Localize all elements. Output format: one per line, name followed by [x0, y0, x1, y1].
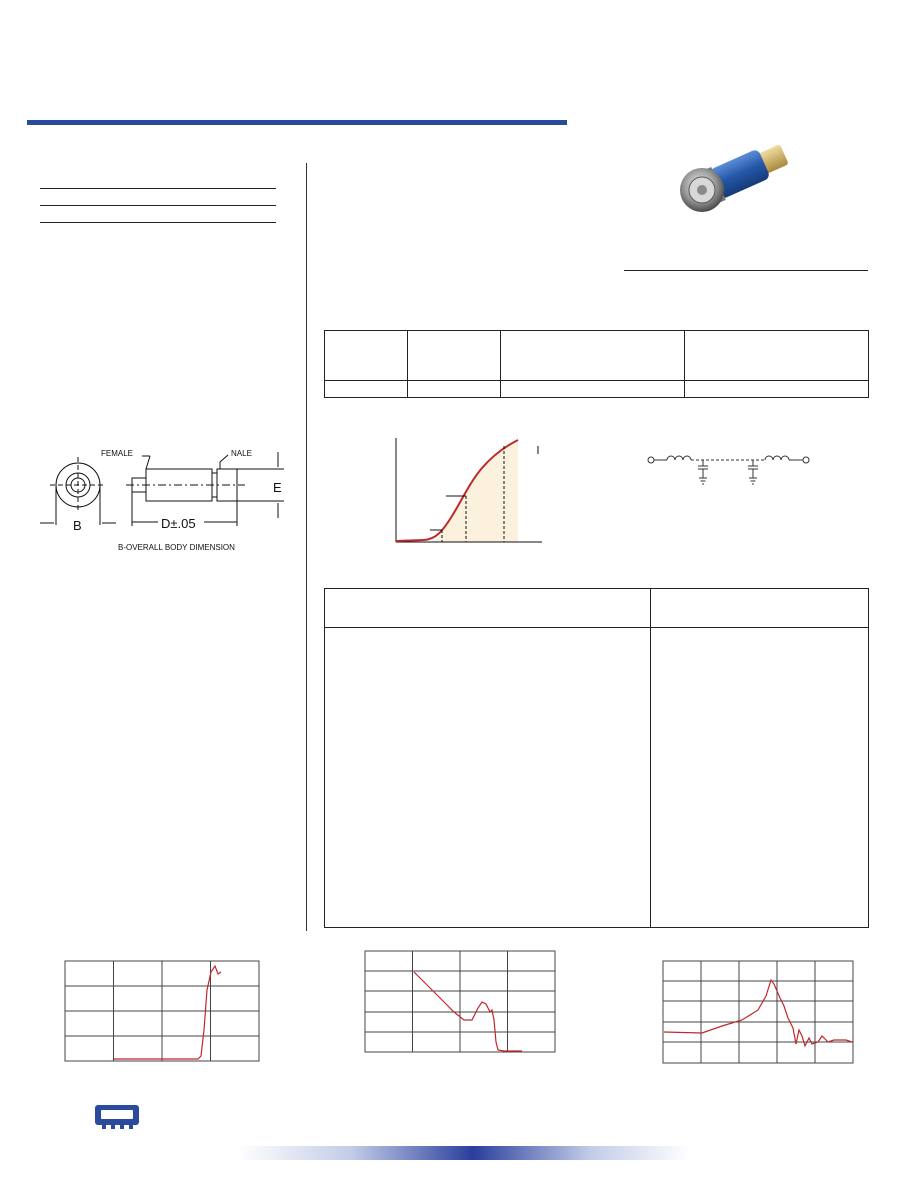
- data-body-cell-2: [651, 628, 869, 928]
- attenuator-connector-photo: [672, 136, 804, 220]
- footer-band: [238, 1146, 690, 1160]
- data-table: [324, 588, 869, 928]
- title-bar: [27, 120, 567, 125]
- data-header-cell-2: [651, 589, 869, 628]
- dim-e-label: E: [273, 480, 282, 495]
- spec-cell-4: [685, 381, 869, 398]
- spec-cell-2: [408, 381, 501, 398]
- data-header-cell-1: [325, 589, 651, 628]
- plot-1: [64, 960, 260, 1064]
- data-body-cell-1: [325, 628, 651, 928]
- spec-rule-3: [40, 222, 276, 223]
- drawing-caption: B-OVERALL BODY DIMENSION: [118, 543, 235, 552]
- chip-logo-icon: [94, 1104, 140, 1130]
- spec-rule-1: [40, 188, 276, 189]
- spec-rule-2: [40, 205, 276, 206]
- spec-header-cell-3: [501, 331, 685, 381]
- spec-table: [324, 330, 869, 398]
- outline-drawing: [30, 440, 300, 560]
- spec-header-cell-2: [408, 331, 501, 381]
- dim-d-label: D±.05: [161, 516, 196, 531]
- spec-cell-3: [501, 381, 685, 398]
- plot-3: [662, 960, 854, 1066]
- column-divider: [306, 163, 307, 931]
- dim-b-label: B: [73, 518, 82, 533]
- spec-header-cell-1: [325, 331, 408, 381]
- male-label: NALE: [231, 449, 252, 458]
- lowpass-filter-schematic: [645, 450, 815, 496]
- spec-header-cell-4: [685, 331, 869, 381]
- female-label: FEMALE: [101, 449, 134, 458]
- spec-cell-1: [325, 381, 408, 398]
- plot-2: [364, 950, 556, 1054]
- response-curve: [390, 434, 550, 550]
- photo-rule: [624, 270, 868, 271]
